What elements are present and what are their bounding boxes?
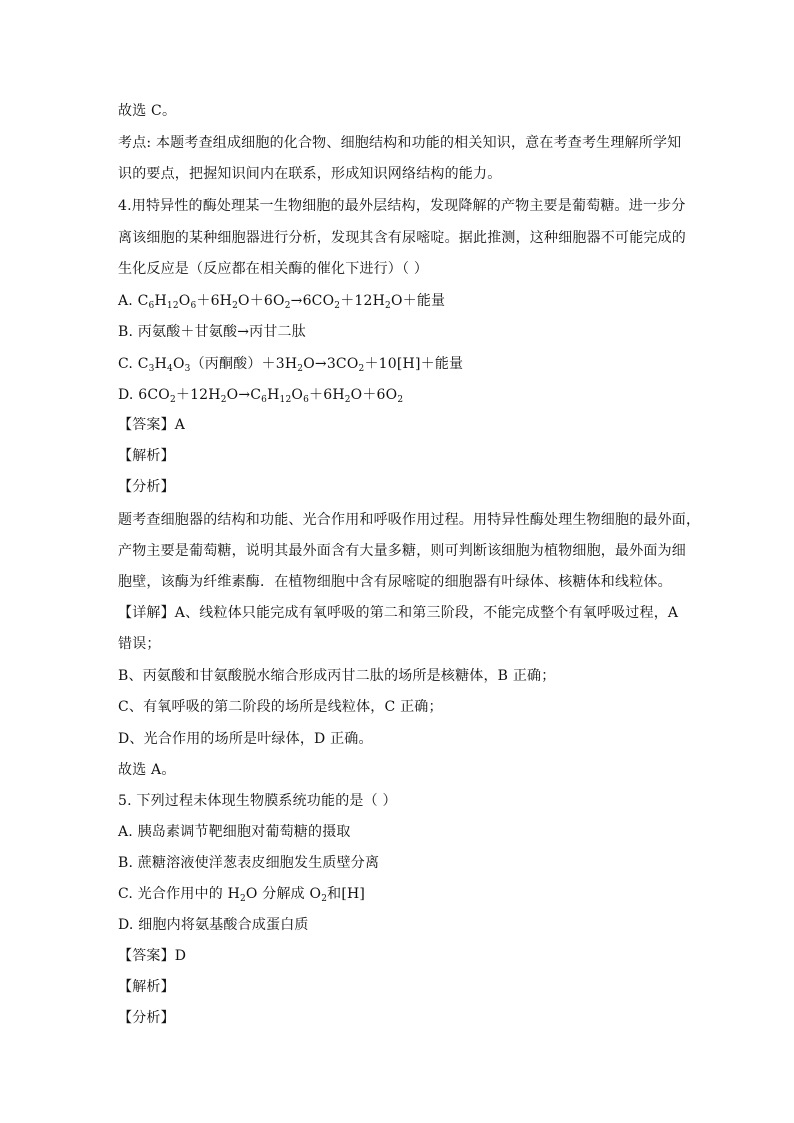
q3-kaodian-line-1: 考点: 本题考查组成细胞的化合物、细胞结构和功能的相关知识，意在考查考生理解所学知 [118,135,682,151]
q4-option-a: A. $C_6H_{12}O_6+6H_2O+6O_2\to 6CO_2+12H_2O+$能量 [118,293,446,311]
q4-stem-line-2: 离该细胞的某种细胞器进行分析，发现其含有尿嘧啶。据此推测，这种细胞器不可能完成的 [118,230,686,246]
q4-stem-line-1: 4.用特异性的酶处理某一生物细胞的最外层结构，发现降解的产物主要是葡萄糖。进一步分 [118,198,686,214]
q4-detail-line-2: 错误； [118,636,161,652]
q4-detail-line-3: B、丙氨酸和甘氨酸脱水缩合形成丙甘二肽的场所是核糖体，B 正确； [118,668,556,684]
q3-kaodian-line-2: 识的要点，把握知识间内在联系，形成知识网络结构的能力。 [118,166,502,182]
q4-analysis-line-2: 产物主要是葡萄糖，说明其最外面含有大量多糖，则可判断该细胞为植物细胞，最外面为细 [118,543,686,559]
q4-detail-line-5: D、光合作用的场所是叶绿体，D 正确。 [118,731,373,747]
q3-conclusion: 故选 C。 [118,103,177,119]
q4-stem-line-3: 生化反应是（反应都在相关酶的催化下进行）（ ） [118,261,429,277]
q4-option-c: C. $C_3H_4O_3$（丙酮酸）$+3H_2O\to 3CO_2+10[H]+$能量 [118,356,464,374]
q4-fenxi-heading: 【分析】 [118,479,175,495]
q5-option-b: B. 蔗糖溶液使洋葱表皮细胞发生质壁分离 [118,855,380,871]
q4-conclusion: 故选 A。 [118,762,176,778]
q4-detail-line-1: 【详解】A、线粒体只能完成有氧呼吸的第二和第三阶段，不能完成整个有氧呼吸过程，A [118,605,679,621]
q5-fenxi-heading: 【分析】 [118,1010,175,1026]
q5-option-c: C. 光合作用中的 $H_2O$ 分解成 $O_2$和[H] [118,886,366,904]
q4-answer: 【答案】A [118,417,186,433]
q4-option-b: B. 丙氨酸＋甘氨酸→丙甘二肽 [118,324,306,340]
q4-option-d: D. $6CO_2+12H_2O\to C_6H_{12}O_6+6H_2O+6O_2$ [118,387,404,405]
q5-option-d: D. 细胞内将氨基酸合成蛋白质 [118,917,309,933]
q5-stem: 5. 下列过程未体现生物膜系统功能的是（ ） [118,793,397,809]
q5-option-a: A. 胰岛素调节靶细胞对葡萄糖的摄取 [118,824,351,840]
q5-jiexi-heading: 【解析】 [118,979,175,995]
q4-analysis-line-3: 胞壁，该酶为纤维素酶．在植物细胞中含有尿嘧啶的细胞器有叶绿体、核糖体和线粒体。 [118,574,672,590]
q4-jiexi-heading: 【解析】 [118,448,175,464]
q4-detail-line-4: C、有氧呼吸的第二阶段的场所是线粒体，C 正确； [118,699,443,715]
q5-answer: 【答案】D [118,948,187,964]
q4-analysis-line-1: 题考查细胞器的结构和功能、光合作用和呼吸作用过程。用特异性酶处理生物细胞的最外面， [118,512,701,528]
